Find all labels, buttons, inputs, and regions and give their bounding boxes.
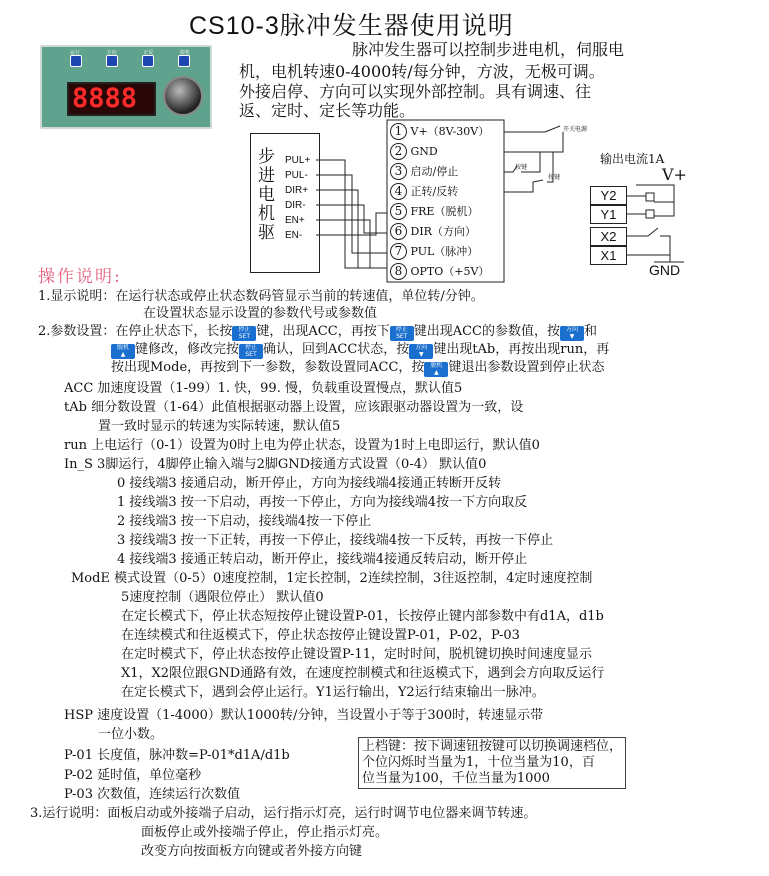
stop-key-icon: 停止 SET [390,326,414,341]
p3-line: 3.运行说明：面板启动或外接端子启动，运行指示灯亮，运行时调节电位器来调节转速。 [30,806,537,821]
mode-line: ModE 模式设置（0-5）0速度控制，1定长控制，2连续控制，3往返控制，4定时速度控制 [71,571,593,586]
output-pin: X1 [590,246,627,265]
hsp-line: HSP 速度设置（1-4000）默认1000转/分钟，当设置小于等于300时，转速显示带 [64,708,544,723]
terminal-item: 8 OPTO（+5V） [390,262,489,282]
led-label: 方向 [106,50,117,56]
terminal-item: 2 GND [390,142,489,162]
led-label: 正反 [143,50,154,56]
p3-line: 改变方向按面板方向键或者外接方向键 [141,844,363,859]
section-title: 操作说明: [38,267,122,287]
stop-key-icon: 停止 SET [232,326,256,341]
terminal-item: 6 DIR（方向） [390,222,489,242]
key-switch-label: 按键 [548,174,561,181]
ins-option: 4 接线端3 接通正转启动，断开停止，接线端4接通反转启动，断开停止 [117,552,528,567]
tab-line: tAb 细分数设置（1-64）此值根据驱动器上设置，应该跟驱动器设置为一致，设 [64,400,524,415]
gnd-label: GND [649,262,681,278]
p02-line: P-02 延时值，单位毫秒 [64,768,202,783]
page-title: CS10-3脉冲发生器使用说明 [189,12,514,40]
terminal-list [390,122,489,282]
p2-line: 脱机 ▲ 键修改，修改完按 停止 SET 确认，回到ACC状态，按 方向 ▼ 键出现tAb，再按出现run，再 [111,341,609,359]
dir-key-icon: 方向 ▼ [560,326,584,341]
ins-option: 0 接线端3 接通启动，断开停止，方向为接线端4接通正转断开反转 [117,476,502,491]
stop-key-icon: 停止 SET [239,344,263,359]
led-display: 8888 [67,82,156,116]
output-pin: Y2 [590,186,627,205]
led-label: 脱机 [179,50,190,56]
p1-line: 在设置状态显示设置的参数代号或参数值 [143,306,378,321]
ins-line: In_S 3脚运行，4脚停止输入端与2脚GND接通方式设置（0-4） 默认值0 [64,457,487,472]
intro-line: 脉冲发生器可以控制步进电机，伺服电 [352,40,625,59]
intro-line: 机，电机转速0-4000转/每分钟，方波，无极可调。 [239,62,605,81]
motor-driver-label: 步 进 电 机 驱 [258,147,275,243]
terminal-item: 3 启动/停止 [390,162,489,182]
p3-line: 面板停止或外接端子停止，停止指示灯亮。 [141,825,389,840]
output-pin: X2 [590,227,627,246]
terminal-item: 7 PUL（脉冲） [390,242,489,262]
vplus-label: V+ [662,165,687,184]
wire-en-plus [316,220,370,268]
output-pin: Y1 [590,205,627,224]
mode-line: 5速度控制（遇限位停止） 默认值0 [121,590,324,605]
tab-line: 置一致时显示的转速为实际转速，默认值5 [98,419,341,434]
mode-detail: 在定时模式下，停止状态按停止键设置P-11，定时时间，脱机键切换时间速度显示 [121,647,592,662]
mode-detail: X1，X2限位跟GND通路有效，在速度控制模式和往返模式下，遇到会方向取反运行 [121,666,605,681]
power-switch-label: 开关电源 [563,126,588,133]
mode-detail: 在定长模式下，停止状态短按停止键设置P-01，长按停止键内部参数中有d1A，d1b [121,609,604,624]
run-line: run 上电运行（0-1）设置为0时上电为停止状态，设置为1时上电即运行，默认值0 [64,438,540,453]
shift-key-note: 上档键：按下调速钮按键可以切换调速档位， 个位闪烁时当量为1，十位当量为10，百 位当量为100，千位当量为1000 [358,737,626,789]
off-key-icon: 脱机 ▲ [424,362,448,377]
intro-line: 返、定时、定长等功能。 [239,101,416,120]
mode-detail: 在定长模式下，遇到会停止运行。Y1运行输出，Y2运行结束输出一脉冲。 [121,685,545,700]
mode-detail: 在连续模式和往返模式下，停止状态按停止键设置P-01，P-02，P-03 [121,628,520,643]
p03-line: P-03 次数值，连续运行次数值 [64,787,241,802]
dir-key-icon: 方向 ▼ [409,344,433,359]
ins-option: 3 接线端3 按一下正转，再按一下停止，接线端4按一下反转，再按一下停止 [117,533,554,548]
key-switch-label: 按键 [515,164,528,171]
intro-line: 外接启停、方向可以实现外部控制。具有调速、往 [239,82,592,101]
ins-option: 2 接线端3 按一下启动，接线端4按一下停止 [117,514,372,529]
ins-option: 1 接线端3 按一下启动，再按一下停止，方向为接线端4按一下方向取反 [117,495,528,510]
acc-line: ACC 加速度设置（1-99）1. 快，99. 慢，负载重设置慢点，默认值5 [64,381,463,396]
terminal-item: 4 正转/反转 [390,182,489,202]
p2-line: 按出现Mode，再按到下一参数，参数设置同ACC，按 脱机 ▲ 键退出参数设置到停止状态 [111,360,605,376]
p1-line: 1.显示说明：在运行状态或停止状态数码管显示当前的转速值，单位转/分钟。 [38,289,484,304]
hsp-line: 一位小数。 [98,727,164,742]
terminal-item: 1 V+（8V-30V） [390,122,489,142]
led-label: 运行 [70,50,81,56]
p2-line: 2.参数设置：在停止状态下，长按 停止 SET 键，出现ACC，再按下 停止 SET 键出现ACC的参数值，按 方向 ▼ 和 [38,324,598,340]
off-key-icon: 脱机 ▲ [111,344,135,359]
terminal-item: 5 FRE（脱机） [390,202,489,222]
p01-line: P-01 长度值，脉冲数=P-01*d1A/d1b [64,748,290,763]
driver-pins: PUL+ PUL- DIR+ DIR- EN+ EN- [285,155,311,241]
output-title: 输出电流1A [600,152,665,166]
